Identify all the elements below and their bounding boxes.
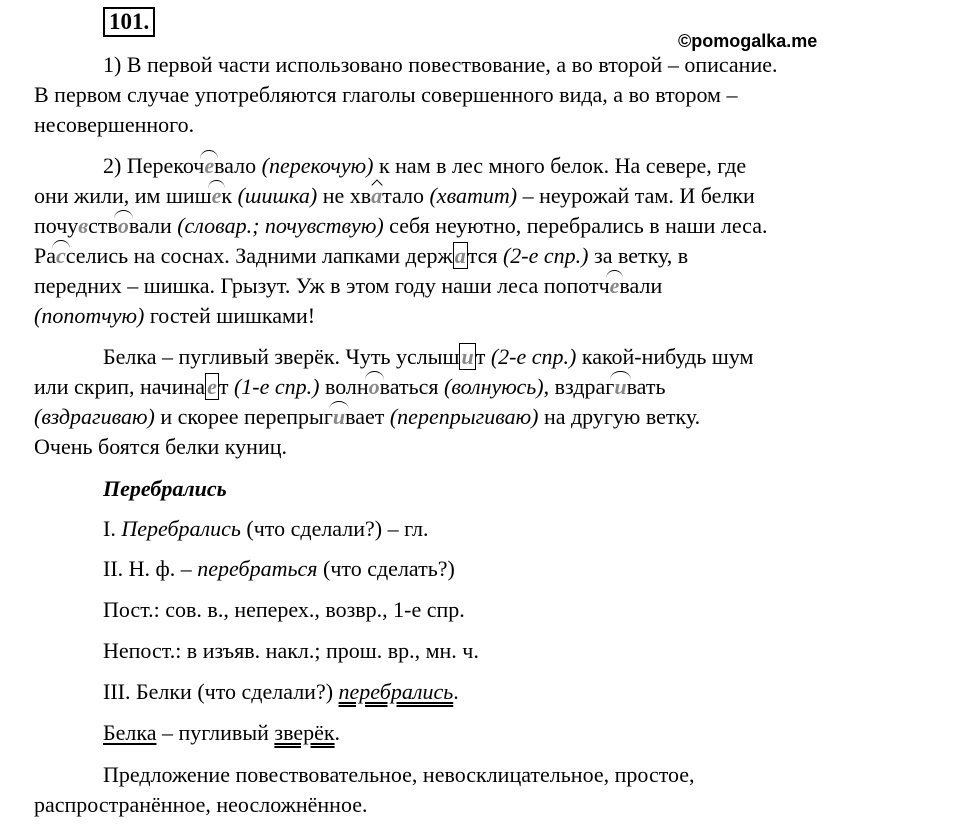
vowel-letter: о [117, 213, 129, 238]
p1-line-3: несовершенного. [34, 112, 195, 137]
exercise-number: 101. [103, 7, 155, 37]
analysis-row-4: Непост.: в изъяв. накл.; прош. вр., мн. ч. [103, 638, 479, 663]
watermark: ©pomogalka.me [678, 31, 818, 51]
vowel-letter: е [204, 153, 215, 178]
suffix-letter: и [614, 374, 627, 399]
analysis-title: Перебрались [103, 476, 227, 501]
text: какой-нибудь шум [576, 344, 754, 369]
text: 2) Перекоч [103, 153, 205, 178]
text: не хв [317, 183, 372, 208]
p2-line-3 [34, 213, 767, 239]
text: передних – шишка. Грызут. Уж в этом году наши леса попотч [34, 273, 610, 298]
check-word: (перекочую) [261, 153, 374, 178]
check-word: сь) [516, 374, 544, 399]
text: почу [34, 213, 79, 238]
check-word: (перепрыгиваю) [389, 404, 539, 429]
text: тало [382, 183, 430, 208]
p2-line-6 [34, 303, 315, 329]
text: Ра [34, 243, 56, 268]
analysis-row-2 [103, 556, 455, 582]
conjugation-note: (2-е спр.) [502, 243, 589, 268]
text: вает [345, 404, 390, 429]
text: (что сделать?) [317, 556, 455, 581]
text: к нам в лес много белок. На севере, где [373, 153, 747, 178]
text: и скорее перепрыг [154, 404, 333, 429]
text: ваться [379, 374, 444, 399]
text: гостей шишками! [144, 303, 316, 328]
predicate: перебрались [338, 679, 454, 704]
text: себя неуютно, перебрались в наши леса. [383, 213, 768, 238]
check-word: (попотчую) [34, 303, 145, 328]
subject: Белка [103, 720, 157, 745]
check-word: (вздрагиваю) [34, 404, 155, 429]
analysis-row-8: распространённое, неосложнённое. [34, 792, 368, 817]
p3-line-1 [103, 344, 753, 370]
prefix-letter: с [56, 243, 66, 268]
p2-line-5 [34, 273, 662, 299]
predicate: зверёк [274, 720, 335, 745]
analysis-row-5 [103, 679, 459, 705]
text: за ветку, в [588, 243, 689, 268]
text: т [475, 344, 491, 369]
vowel-letter: е [211, 183, 222, 208]
p3-line-2 [34, 374, 666, 400]
p1-line-1: 1) В первой части использовано повествование, а во второй – описание. [103, 52, 778, 77]
vowel-letter: а [371, 183, 383, 208]
p2-line-4 [34, 243, 688, 269]
analysis-row-3: Пост.: сов. в., неперех., возвр., 1-е спр. [103, 597, 465, 622]
text: – пугливый [156, 720, 275, 745]
ending-letter: а [454, 243, 466, 268]
check-word: (словар.; почувствую) [177, 213, 384, 238]
text: тся [467, 243, 503, 268]
p2-line-2 [34, 183, 755, 209]
text: т [218, 374, 234, 399]
text: . [334, 720, 341, 745]
p3-line-4: Очень боятся белки куниц. [34, 434, 287, 459]
text: . [453, 679, 459, 704]
ending-letter: е [207, 374, 217, 399]
text: или скрип, начина [34, 374, 206, 399]
check-word: (шишка) [237, 183, 318, 208]
text: вало [214, 153, 262, 178]
text: ств [88, 213, 118, 238]
text: волн [319, 374, 369, 399]
analysis-row-1 [103, 516, 429, 542]
text: к [221, 183, 238, 208]
word: перебраться [197, 556, 318, 581]
word: Перебрались [121, 516, 241, 541]
text: Белка – пугливый зверёк. Чуть услыш [103, 344, 460, 369]
vowel-letter: о [368, 374, 380, 399]
text: , вздраг [543, 374, 615, 399]
analysis-row-7: Предложение повествовательное, невосклицательное, простое, [103, 762, 695, 787]
text: (что сделали?) – гл. [240, 516, 429, 541]
text: I. [103, 516, 122, 541]
conjugation-note: (1-е спр.) [233, 374, 320, 399]
analysis-row-6 [103, 720, 340, 746]
p2-line-1 [103, 153, 746, 179]
vowel-letter: е [609, 273, 620, 298]
check-word: (волную [444, 374, 517, 399]
check-word: (хватит) [429, 183, 518, 208]
suffix-letter: и [332, 404, 346, 429]
text: на другую ветку. [538, 404, 701, 429]
text: вали [128, 213, 178, 238]
p3-line-3 [34, 404, 700, 430]
consonant-letter: в [78, 213, 89, 238]
text: вали [619, 273, 663, 298]
text: – неурожай там. И белки [517, 183, 755, 208]
conjugation-note: (2-е спр.) [490, 344, 577, 369]
text: вать [626, 374, 666, 399]
text: II. Н. ф. – [103, 556, 198, 581]
ending-letter: и [461, 344, 474, 369]
p1-line-2: В первом случае употребляются глаголы совершенного вида, а во втором – [34, 82, 738, 107]
text: селись на соснах. Задними лапками держ [65, 243, 453, 268]
text: они жили, им шиш [34, 183, 212, 208]
text: III. Белки (что сделали?) [103, 679, 339, 704]
